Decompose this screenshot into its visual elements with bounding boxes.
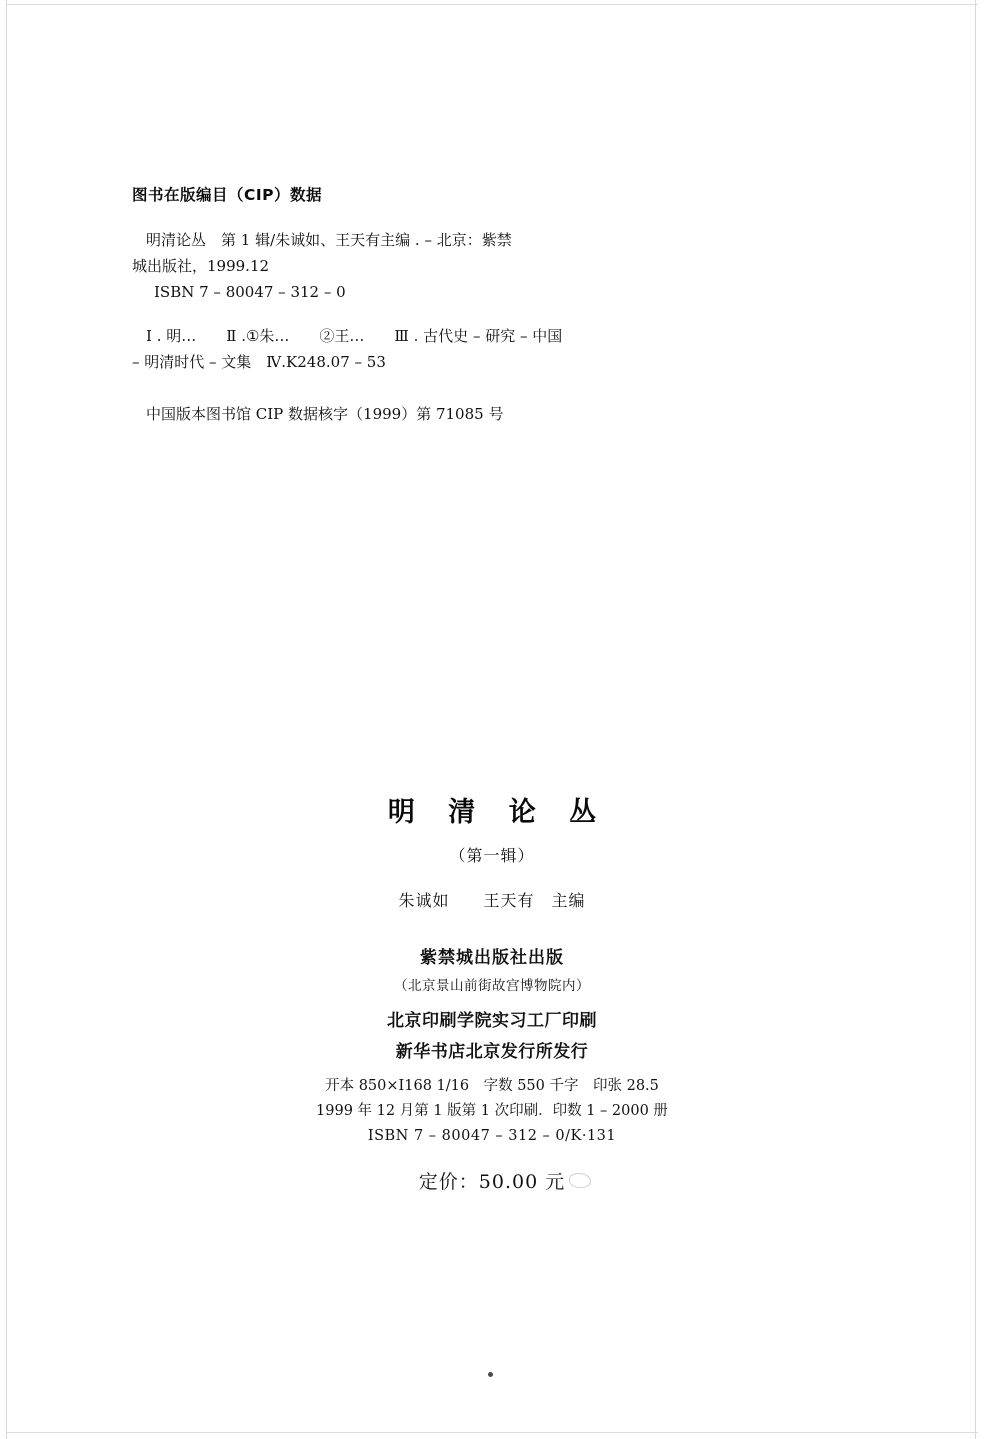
cip-block: [132, 183, 692, 427]
editors-line: 朱诚如 王天有 主编: [398, 891, 586, 910]
page-bottom-speck: [488, 1372, 493, 1377]
price-line: [419, 1167, 565, 1194]
isbn-line: ISBN 7 – 80047 – 312 – 0/K·131: [367, 1128, 617, 1144]
cip-classification-line-1: Ⅰ . 明… Ⅱ .①朱… ②王… Ⅲ . 古代史 – 研究 – 中国: [146, 327, 563, 345]
publisher-address: （北京景山前街故宫博物院内）: [394, 978, 590, 994]
volume-label: （第一辑）: [449, 846, 535, 865]
cip-check-number: 中国版本图书馆 CIP 数据核字（1999）第 71085 号: [146, 405, 504, 423]
scan-edge-bottom: [6, 1432, 978, 1433]
scan-edge-left: [6, 0, 7, 1439]
scan-smudge-mark: [569, 1173, 591, 1188]
book-title: 明 清 论 丛: [387, 797, 609, 828]
spec-line-1: 开本 850×I168 1/16 字数 550 千字 印张 28.5: [325, 1078, 659, 1094]
cip-classification-line-2: – 明清时代 – 文集 Ⅳ.K248.07 – 53: [132, 353, 386, 371]
cip-entry-line-1: 明清论丛 第 1 辑/朱诚如、王天有主编 . – 北京：紫禁: [146, 231, 512, 249]
cip-entry-isbn: ISBN 7 – 80047 – 312 – 0: [154, 283, 346, 301]
spec-line-2: 1999 年 12 月第 1 版第 1 次印刷．印数 1 – 2000 册: [316, 1103, 668, 1119]
cip-heading: 图书在版编目（CIP）数据: [132, 186, 323, 204]
scan-edge-top: [6, 4, 978, 5]
distributor-line: 新华书店北京发行所发行: [395, 1042, 589, 1062]
publisher-line: 紫禁城出版社出版: [420, 948, 564, 968]
price-text: 定价：50.00 元: [418, 1171, 566, 1193]
cip-entry-line-2: 城出版社，1999.12: [132, 257, 270, 275]
cip-entry: [132, 227, 692, 305]
cip-classification: [132, 323, 692, 375]
printer-line: 北京印刷学院实习工厂印刷: [387, 1011, 597, 1031]
colophon-block: [0, 790, 984, 1194]
scan-edge-right: [975, 0, 976, 1439]
